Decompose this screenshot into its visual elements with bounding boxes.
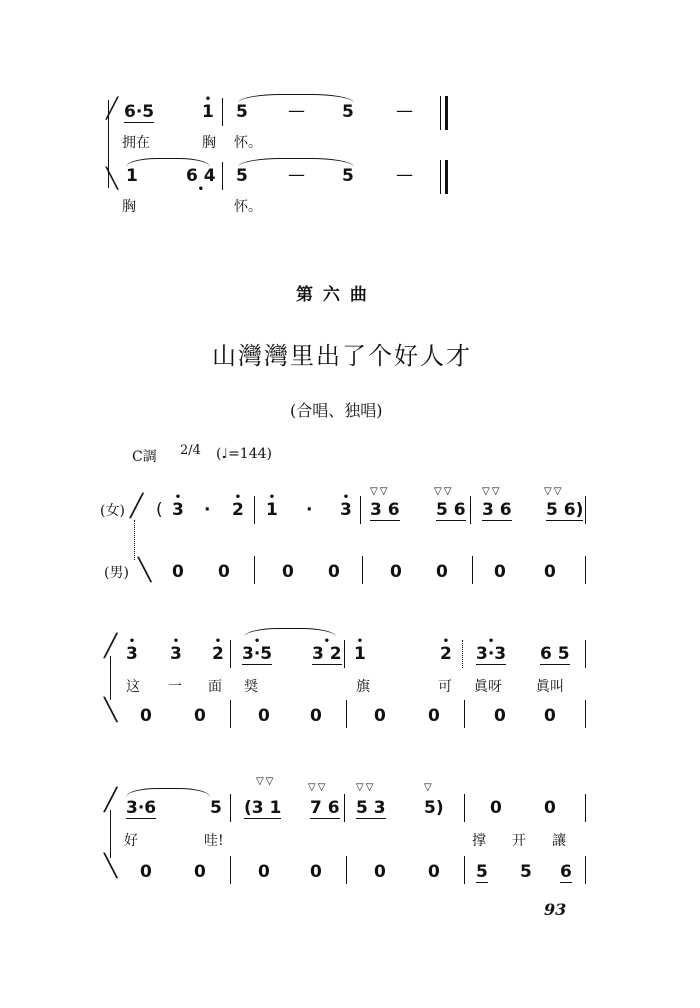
barline [585,556,586,584]
barline [346,700,347,728]
barline [464,856,465,884]
barline [462,640,463,668]
barline [222,162,223,190]
lyric: 开 [512,833,526,849]
section-number: 第 六 曲 [296,285,369,305]
note: 5 3 [356,798,386,818]
accent-mark: ▽ [424,782,434,793]
barline [344,640,345,668]
accent-mark: ▽▽ [256,776,276,787]
note: • 3 2 [312,644,342,665]
rest: 0 [310,706,322,726]
note: 3 6 [370,500,400,520]
barline [222,98,223,126]
rest: 0 [258,862,270,882]
rest: 0 [544,706,556,726]
lyric: 胸 [122,199,136,215]
note: • 3·3 [476,644,506,665]
barline [440,160,441,194]
rest: 0 [428,862,440,882]
dash: — [288,165,305,185]
lyric: 这 [126,679,140,695]
barline [230,856,231,884]
barline [585,794,586,822]
rest: 0 [494,562,506,582]
note: 3·6 [126,798,157,818]
lyric: 一 [168,679,182,695]
song-subtitle: (合唱、独唱) [290,401,383,420]
note: 5) [424,798,444,818]
note: (3 1 [244,798,282,818]
brace-top-mark: ╱ [104,634,118,659]
barline [230,700,231,728]
rest: 0 [374,706,386,726]
brace-top-mark: ╱ [106,96,119,120]
note: 5 [342,166,354,186]
brace-top-mark: ╱ [130,494,144,519]
rest: 0 [310,862,322,882]
lyric: 眞叫 [536,679,564,695]
note: • 1 [266,500,278,520]
note: 5 [520,862,532,882]
barline [445,160,448,194]
note: • 1 [202,102,214,122]
barline [230,640,231,668]
barline [254,496,255,524]
lyric: 旗 [356,679,370,695]
tie [126,788,210,797]
lyric: 怀。 [234,135,262,151]
note: • 3 [340,500,352,520]
note: • 2 [212,644,224,664]
lyric: 面 [208,679,222,695]
accent-mark: ▽▽ [434,486,454,497]
rest: 0 [428,706,440,726]
note: 5 [476,862,488,882]
dash: — [396,165,413,185]
lyric: 怀。 [234,199,262,215]
bracket: ( [156,500,163,520]
lyric: 讓 [552,833,566,849]
note: 6 [560,862,572,882]
note: 6·5 [124,102,155,122]
male-label: (男) [104,565,129,581]
lyric: 胸 [202,135,216,151]
barline [472,556,473,584]
rest: 0 [140,706,152,726]
accent-mark: ▽▽ [308,782,328,793]
barline [445,96,448,130]
note: 5 6 [436,500,466,520]
note: 5 [210,798,222,818]
rest: 0 [494,706,506,726]
lyric: 眞呀 [474,679,502,695]
lyric: 哇! [204,833,224,849]
accent-mark: ▽▽ [544,486,564,497]
dot: · [204,500,211,520]
note: • 3 [172,500,184,520]
accent-mark: ▽▽ [370,486,390,497]
note: 5 6) [546,500,584,520]
rest: 0 [194,862,206,882]
note: • 3·5 [242,644,272,665]
system-brace [134,520,135,560]
page-number: 93 [544,900,567,919]
note: • 3 [170,644,182,664]
lyric: 可 [438,679,452,695]
note: 3 6 [482,500,512,520]
lyric: 撑 [472,833,486,849]
lyric: 拥在 [122,135,150,151]
rest: 0 [258,706,270,726]
note: 1 [126,166,138,186]
note: 5 [342,102,354,122]
note: 5 [236,102,248,122]
brace-bottom-mark: ╲ [106,166,119,190]
rest: 0 [218,562,230,582]
rest: 0 [194,706,206,726]
brace-bottom-mark: ╲ [104,698,118,723]
accent-mark: ▽▽ [356,782,376,793]
rest: 0 [436,562,448,582]
barline [362,556,363,584]
rest: 0 [282,562,294,582]
barline [464,794,465,822]
dash: — [288,101,305,121]
barline [440,96,441,130]
barline [464,700,465,728]
barline [585,496,586,524]
rest: 0 [544,798,556,818]
rest: 0 [374,862,386,882]
note: • 1 [354,644,366,664]
rest: 0 [140,862,152,882]
note: • 2 [232,500,244,520]
dash: — [396,101,413,121]
system-brace [110,810,111,858]
female-label: (女) [100,503,125,519]
note: 7 6 [310,798,340,818]
note: • 6 4 [186,166,216,186]
barline [360,496,361,524]
dot: · [306,500,313,520]
barline [346,856,347,884]
barline [470,496,471,524]
brace-bottom-mark: ╲ [138,558,152,583]
barline [344,794,345,822]
barline [230,794,231,822]
brace-bottom-mark: ╲ [104,854,118,879]
tempo-marking: (♩=144) [216,446,272,462]
barline [585,856,586,884]
accent-mark: ▽▽ [482,486,502,497]
note: • 2 [440,644,452,664]
system-brace [110,656,111,700]
barline [254,556,255,584]
brace-top-mark: ╱ [104,788,118,813]
rest: 0 [172,562,184,582]
note: • 3 [126,644,138,664]
lyric: 奨 [244,679,258,695]
song-title: 山灣灣里出了个好人才 [212,342,472,370]
barline [585,700,586,728]
note: 5 [236,166,248,186]
rest: 0 [328,562,340,582]
time-signature: 2/4 [180,443,201,458]
rest: 0 [490,798,502,818]
rest: 0 [544,562,556,582]
key-signature: C調 [132,449,157,465]
lyric: 好 [124,833,138,849]
barline [585,640,586,668]
rest: 0 [390,562,402,582]
note: 6 5 [540,644,570,664]
